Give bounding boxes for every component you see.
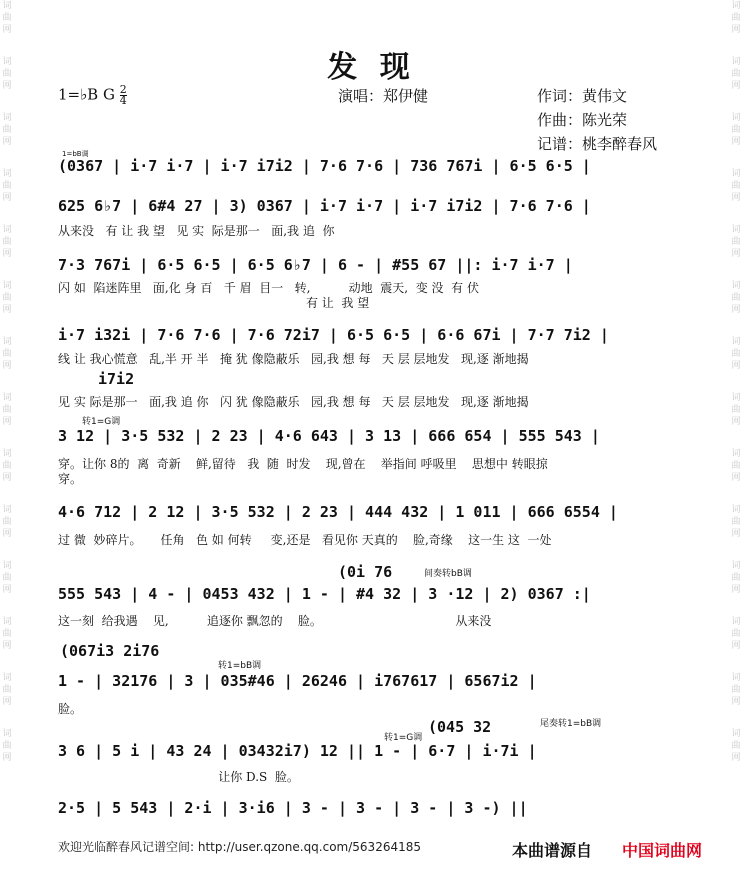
- key-label: 1=♭B G: [58, 85, 115, 104]
- watermark-strip-left: [0, 0, 14, 887]
- note-line: 7·3 767i | 6·5 6·5 | 6·5 6♭7 | 6 - | #55 67 ||: i·7 i·7 |: [58, 256, 573, 274]
- time-signature: [120, 85, 127, 106]
- watermark-text: 词曲网: [2, 617, 12, 651]
- transcriber-credit: 记谱：桃李醉春风: [537, 135, 658, 153]
- time-den: 4: [119, 94, 127, 107]
- note-line: 1 - | 32176 | 3 | 035#46 | 26246 | i767617 | 6567i2 |: [58, 672, 537, 690]
- score-row-8: [58, 670, 688, 700]
- lyric-line: 这一刻 给我遇 见, 追逐你 飘忽的 脸。 从来没: [58, 614, 492, 628]
- watermark-text: 词曲网: [2, 113, 12, 147]
- watermark-text: 词曲网: [2, 393, 12, 427]
- lyric-line: 从来没 有 让 我 望 见 实 际是那一 面,我 追 你: [58, 224, 335, 238]
- note-line: 3 12 | 3·5 532 | 2 23 | 4·6 643 | 3 13 | 666 654 | 555 543 |: [58, 427, 600, 445]
- score-row-2: [58, 195, 688, 225]
- watermark-text: 词曲网: [2, 57, 12, 91]
- source-label: 本曲谱源自: [512, 841, 593, 860]
- note-line: 555 543 | 4 - | 0453 432 | 1 - | #4 32 | 3 ·12 | 2) 0367 :|: [58, 585, 591, 603]
- score-row-5: [58, 425, 688, 455]
- watermark-text: 词曲网: [2, 561, 12, 595]
- watermark-text: 词曲网: [731, 1, 741, 35]
- watermark-text: 词曲网: [731, 561, 741, 595]
- note-line: 4·6 712 | 2 12 | 3·5 532 | 2 23 | 444 432 | 1 011 | 666 6554 |: [58, 503, 618, 521]
- note-line: 3 6 | 5 i | 43 24 | 03432i7) 12 || 1 - | 6·7 | i·7i |: [58, 742, 537, 760]
- coda-mark: 尾奏转1=bB调: [540, 719, 602, 729]
- watermark-text: 词曲网: [2, 729, 12, 763]
- lyric-line: 让你 D.S 脸。: [58, 770, 299, 784]
- watermark-text: 词曲网: [731, 113, 741, 147]
- interlude-mark: 间奏转bB调: [424, 569, 472, 579]
- score-row-6: [58, 501, 688, 531]
- key-signature: [58, 85, 127, 106]
- lyric-line: 过 微 妙碎片。 任角 色 如 何转 变,还是 看见你 天真的 脸,奇缘 这一生 这 一处: [58, 533, 552, 547]
- score-row-7: [58, 583, 688, 613]
- watermark-text: 词曲网: [731, 225, 741, 259]
- score-row-1: [58, 155, 688, 185]
- lyric-line: 闪 如 陷迷阵里 面,化 身 百 千 眉 目一 转, 动地 震天, 变 没 有 伏: [58, 281, 479, 295]
- watermark-text: 词曲网: [731, 617, 741, 651]
- upper-note-line: (067i3 2i76: [60, 642, 160, 660]
- watermark-text: 词曲网: [731, 449, 741, 483]
- modulation-mark: 转1=G调: [384, 733, 423, 743]
- lyric-line: 穿。让你 8的 离 奇新 鲜,留待 我 随 时发 现,曾在 举指间 呼吸里 思想中 转眼掠: [58, 457, 548, 471]
- note-line: 625 6♭7 | 6#4 27 | 3) 0367 | i·7 i·7 | i·7 i7i2 | 7·6 7·6 |: [58, 197, 591, 215]
- lyricist-credit: 作词：黄伟文: [537, 87, 628, 105]
- watermark-text: 词曲网: [731, 57, 741, 91]
- watermark-text: 词曲网: [2, 225, 12, 259]
- watermark-text: 词曲网: [731, 673, 741, 707]
- note-line: (0367 | i·7 i·7 | i·7 i7i2 | 7·6 7·6 | 736 767i | 6·5 6·5 |: [58, 157, 591, 175]
- watermark-text: 词曲网: [731, 281, 741, 315]
- watermark-text: 词曲网: [2, 1, 12, 35]
- upper-note-line: i7i2: [98, 370, 135, 388]
- lyric-line-2: 有 让 我 望: [58, 296, 370, 310]
- watermark-text: 词曲网: [731, 337, 741, 371]
- score-row-10: [58, 797, 688, 827]
- lyric-line: 线 让 我心慌意 乱,半 开 半 掩 犹 像隐蔽乐 园,我 想 每 天 层 层地发 现,逐 渐地揭: [58, 352, 529, 366]
- watermark-text: 词曲网: [731, 729, 741, 763]
- watermark-text: 词曲网: [2, 673, 12, 707]
- score-row-9: [58, 740, 688, 770]
- watermark-text: 词曲网: [2, 281, 12, 315]
- watermark-text: 词曲网: [2, 449, 12, 483]
- composer-credit: 作曲：陈光荣: [537, 111, 628, 129]
- watermark-text: 词曲网: [731, 169, 741, 203]
- watermark-text: 词曲网: [731, 505, 741, 539]
- watermark-text: 词曲网: [2, 169, 12, 203]
- song-title-text: 发 现: [327, 50, 416, 85]
- time-num: 2: [119, 83, 127, 96]
- key-mark: 1=bB调: [62, 150, 89, 158]
- lyric-line: 脸。: [58, 702, 83, 716]
- watermark-text: 词曲网: [2, 337, 12, 371]
- song-title: [0, 42, 743, 86]
- modulation-mark: 转1=bB调: [218, 661, 262, 671]
- watermark-text: 词曲网: [731, 393, 741, 427]
- modulation-mark: 转1=G调: [82, 417, 121, 427]
- site-name: 中国词曲网: [622, 841, 703, 860]
- footer-text: 欢迎光临醉春风记谱空间: http://user.qzone.qq.com/563264185: [58, 840, 422, 854]
- note-line: 2·5 | 5 543 | 2·i | 3·i6 | 3 - | 3 - | 3 - | 3 -) ||: [58, 799, 528, 817]
- lyric-line-2: 见 实 际是那一 面,我 追 你 闪 犹 像隐蔽乐 园,我 想 每 天 层 层地发 现,逐 渐地揭: [58, 395, 529, 409]
- watermark-strip-right: [729, 0, 743, 887]
- lyric-line-2: 穿。: [58, 472, 83, 486]
- upper-note-line: (0i 76: [338, 563, 393, 581]
- upper-note-line: (045 32: [428, 718, 492, 736]
- watermark-text: 词曲网: [2, 505, 12, 539]
- singer-credit: 演唱：郑伊健: [338, 87, 429, 105]
- note-line: i·7 i32i | 7·6 7·6 | 7·6 72i7 | 6·5 6·5 | 6·6 67i | 7·7 7i2 |: [58, 326, 609, 344]
